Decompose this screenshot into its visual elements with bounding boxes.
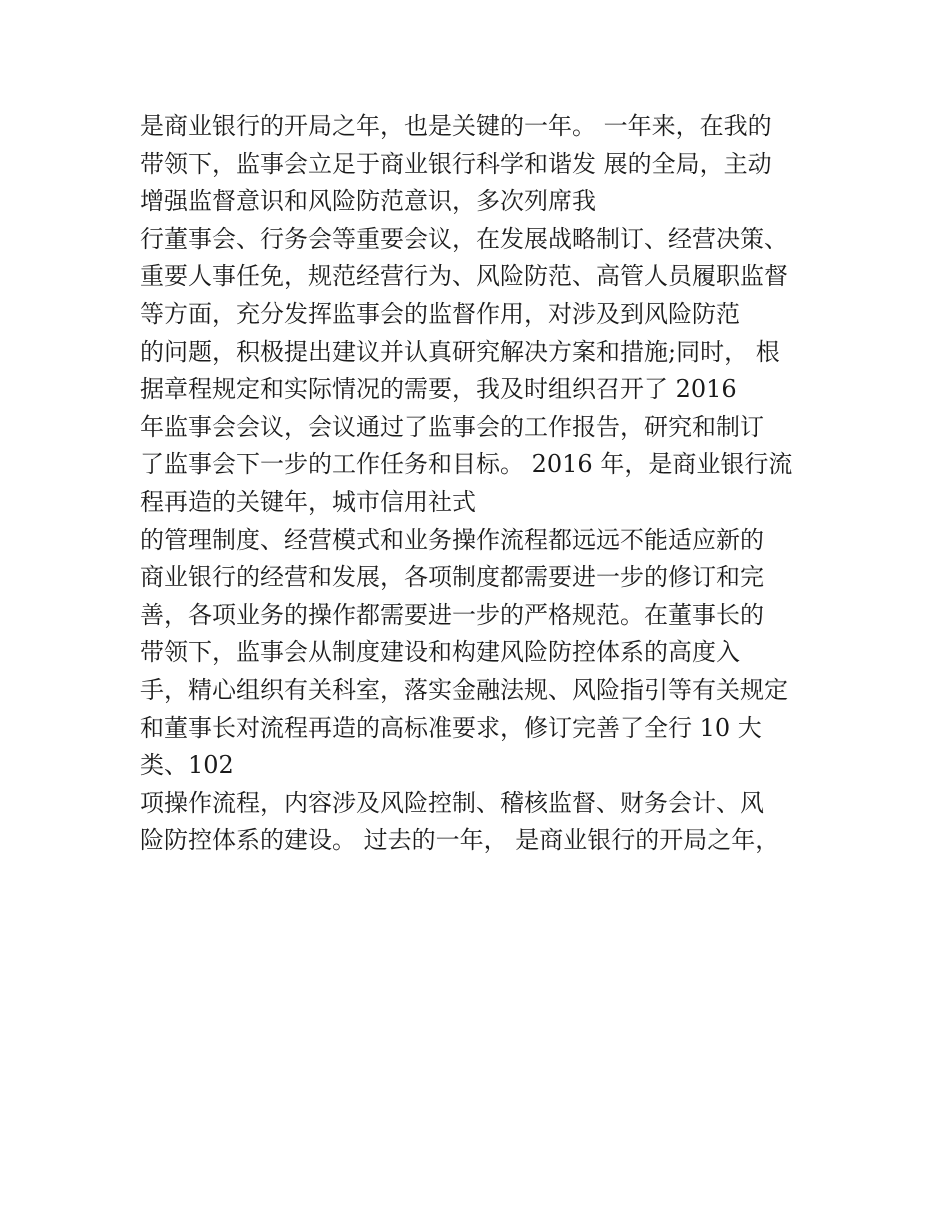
text-line: 了监事会下一步的工作任务和目标。 2016 年，是商业银行流: [140, 450, 793, 479]
text-line: 和董事长对流程再造的高标准要求，修订完善了全行 10 大: [140, 713, 762, 742]
text-line: 带领下，监事会从制度建设和构建风险防控体系的高度入: [140, 638, 740, 667]
text-line: 手，精心组织有关科室，落实金融法规、风险指引等有关规定: [140, 675, 788, 704]
text-line: 善，各项业务的操作都需要进一步的严格规范。在董事长的: [140, 600, 764, 629]
text-line: 的管理制度、经营模式和业务操作流程都远远不能适应新的: [140, 525, 764, 554]
text-line: 增强监督意识和风险防范意识，多次列席我: [140, 187, 596, 216]
text-line: 带领下，监事会立足于商业银行科学和谐发 展的全局，主动: [140, 149, 772, 178]
text-line: 类、102: [140, 751, 234, 780]
text-line: 重要人事任免，规范经营行为、风险防范、高管人员履职监督: [140, 262, 788, 291]
text-line: 年监事会会议，会议通过了监事会的工作报告，研究和制订: [140, 412, 764, 441]
text-line: 行董事会、行务会等重要会议，在发展战略制订、经营决策、: [140, 224, 788, 253]
text-line: 程再造的关键年，城市信用社式: [140, 487, 476, 516]
text-line: 据章程规定和实际情况的需要，我及时组织召开了 2016: [140, 375, 737, 404]
text-line: 等方面，充分发挥监事会的监督作用，对涉及到风险防范: [140, 299, 740, 328]
body-text: [140, 108, 840, 860]
text-line: 是商业银行的开局之年，也是关键的一年。 一年来，在我的: [140, 112, 772, 140]
text-line: 商业银行的经营和发展，各项制度都需要进一步的修订和完: [140, 563, 764, 592]
text-line: 项操作流程，内容涉及风险控制、稽核监督、财务会计、风: [140, 788, 764, 817]
text-line: 的问题，积极提出建议并认真研究解决方案和措施;同时， 根: [140, 337, 780, 366]
text-line: 险防控体系的建设。 过去的一年， 是商业银行的开局之年，: [140, 826, 780, 855]
